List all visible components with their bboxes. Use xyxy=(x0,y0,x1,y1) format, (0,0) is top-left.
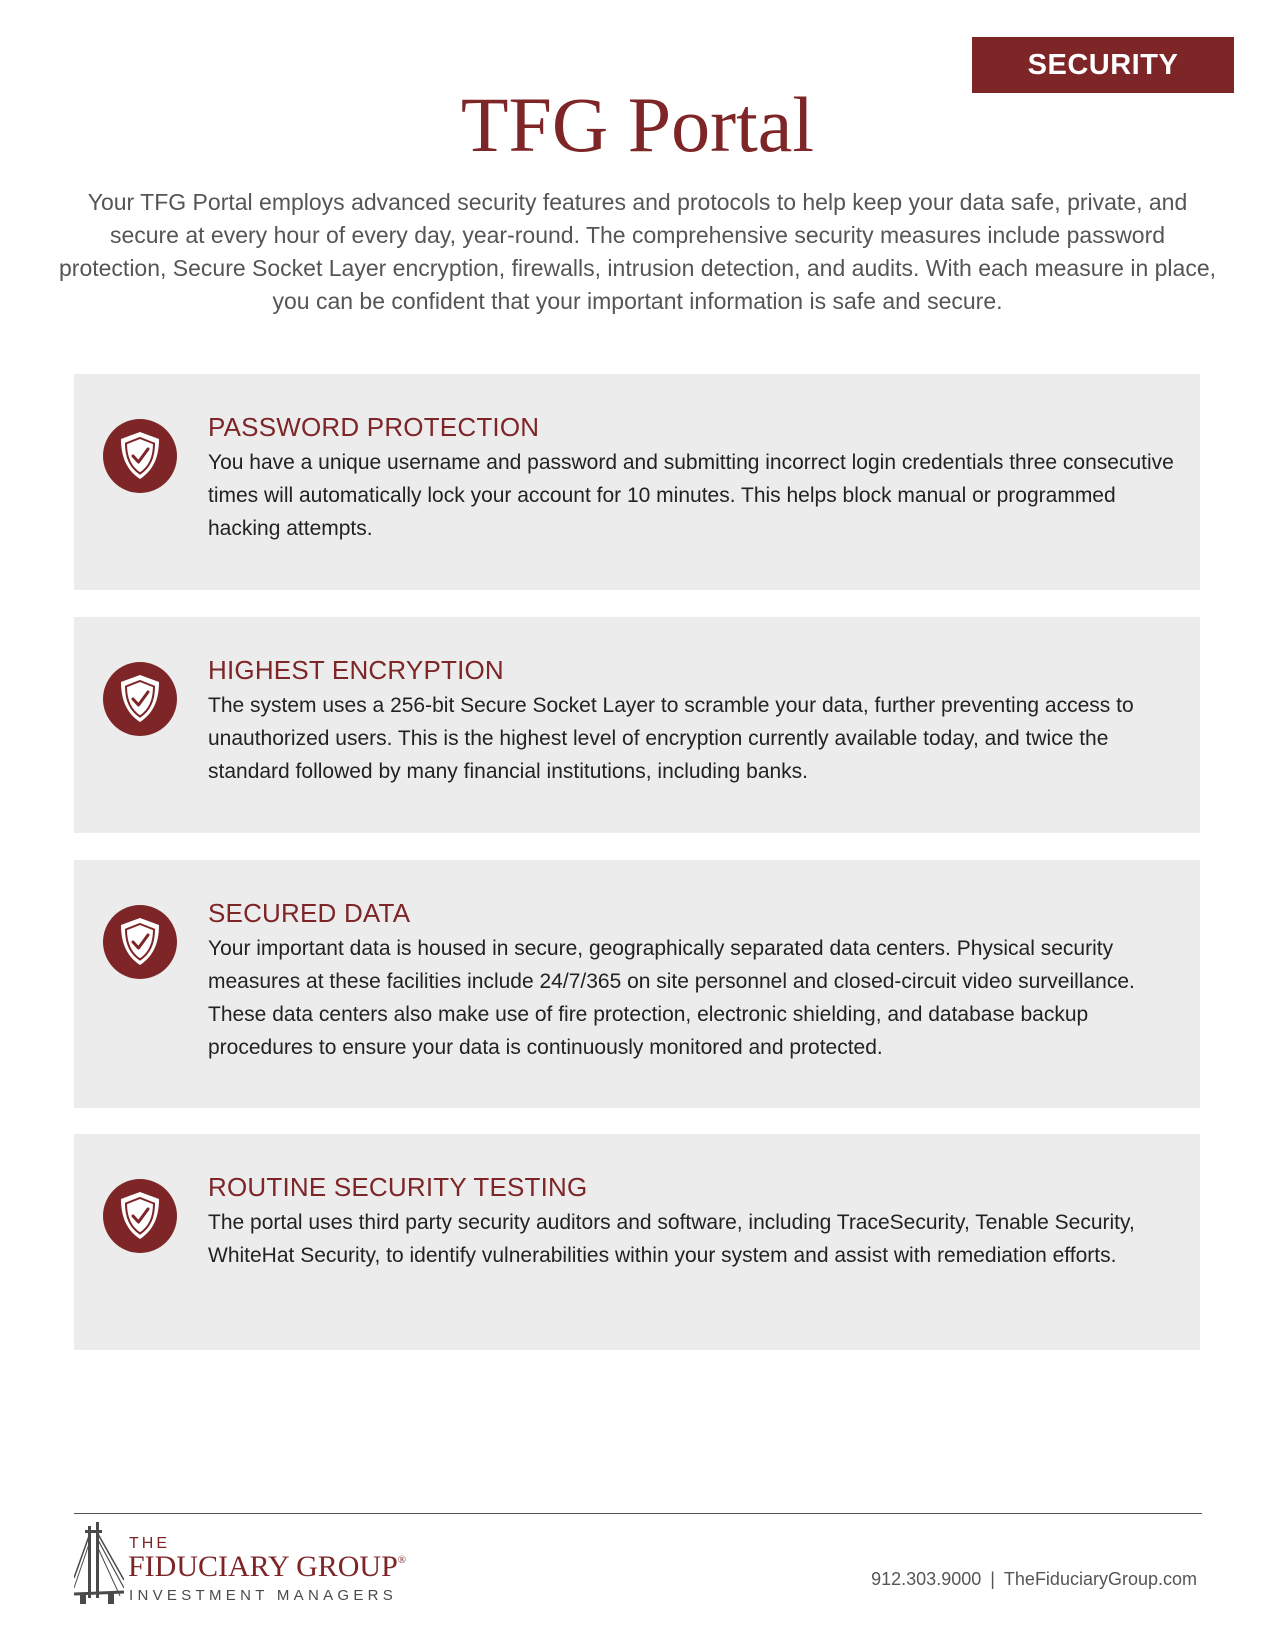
company-logo xyxy=(74,1522,434,1606)
intro-paragraph: Your TFG Portal employs advanced security features and protocols to help keep your data safe, private, and secure at every hour of every day, year-round. The comprehensive security measures include password protection, Secure Socket Layer encryption, firewalls, intrusion detection, and audits. With each measure in place, you can be confident that your important information is safe and secure. xyxy=(59,189,1216,314)
page-title: TFG Portal xyxy=(460,81,815,168)
logo-name xyxy=(128,1550,406,1584)
section-heading: HIGHEST ENCRYPTION xyxy=(208,655,504,685)
section-card-routine-security-testing xyxy=(74,1134,1200,1350)
section-body: The system uses a 256-bit Secure Socket Layer to scramble your data, further preventing access to unauthorized users. This is the highest level of encryption currently available today, and twice the standard followed by many financial institutions, including banks. xyxy=(208,694,1134,783)
section-body: You have a unique username and password and submitting incorrect login credentials three consecutive times will automatically lock your account for 10 minutes. This helps block manual or programmed hacking attempts. xyxy=(208,451,1174,540)
section-card-secured-data xyxy=(74,860,1200,1108)
section-body: Your important data is housed in secure, geographically separated data centers. Physical security measures at these facilities include 24/7/365 on site personnel and closed-circuit video surveillance. These data centers also make use of fire protection, electronic shielding, and database backup procedures to ensure your data is continuously monitored and protected. xyxy=(208,937,1135,1059)
logo-subtitle: INVESTMENT MANAGERS xyxy=(129,1587,398,1604)
security-badge: SECURITY xyxy=(972,37,1234,93)
logo-name-text: FIDUCIARY GROUP xyxy=(128,1550,398,1583)
section-heading: SECURED DATA xyxy=(208,898,411,928)
shield-check-icon xyxy=(102,904,178,980)
bridge-logo-icon xyxy=(74,1522,124,1606)
website-link[interactable]: TheFiduciaryGroup.com xyxy=(1003,1569,1197,1589)
registered-mark: ® xyxy=(397,1554,407,1566)
section-card-highest-encryption xyxy=(74,617,1200,833)
footer-contact xyxy=(871,1569,1197,1590)
logo-the: THE xyxy=(129,1535,170,1552)
shield-check-icon xyxy=(102,418,178,494)
phone-number: 912.303.9000 xyxy=(871,1569,982,1589)
section-heading: PASSWORD PROTECTION xyxy=(208,412,540,442)
shield-check-icon xyxy=(102,1178,178,1254)
section-card-password-protection xyxy=(74,374,1200,590)
section-body: The portal uses third party security auditors and software, including TraceSecurity, Tenable Security, WhiteHat Security, to identify vulnerabilities within your system and assist with remediation efforts. xyxy=(208,1211,1135,1267)
contact-separator: | xyxy=(990,1569,995,1589)
section-heading: ROUTINE SECURITY TESTING xyxy=(208,1172,588,1202)
shield-check-icon xyxy=(102,661,178,737)
footer-divider xyxy=(74,1513,1202,1514)
